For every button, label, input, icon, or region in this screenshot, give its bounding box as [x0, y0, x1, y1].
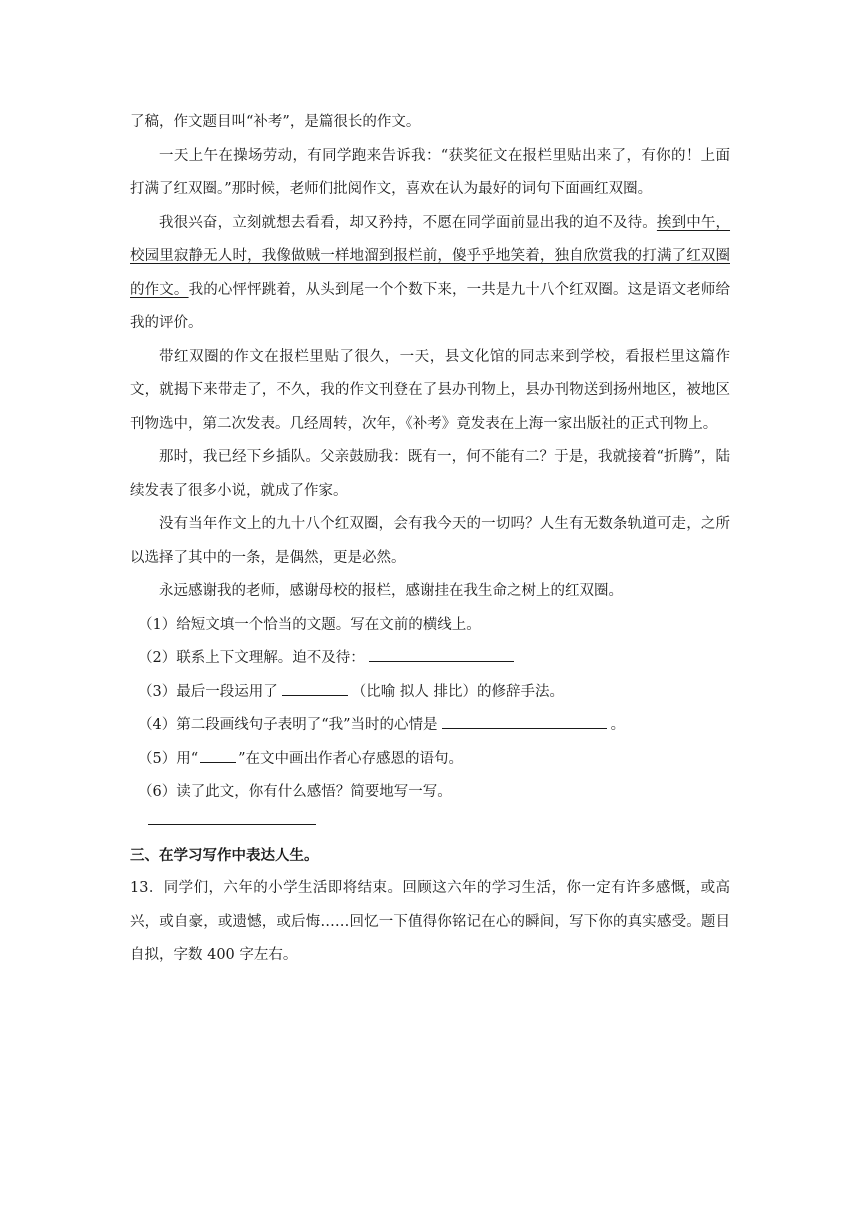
answer-line-6[interactable]	[148, 824, 316, 825]
question-3-options: （比喻 拟人 排比）的修辞手法。	[351, 683, 564, 700]
question-4-text: （4）第二段画线句子表明了“我”当时的心情是	[138, 717, 438, 733]
answer-blank-3[interactable]	[282, 679, 348, 696]
paragraph-0: 了稿，作文题目叫“补考”，是篇很长的作文。	[130, 114, 421, 130]
paragraph-2	[130, 207, 730, 341]
question-2-text: （2）联系上下文理解。迫不及待：	[138, 650, 365, 666]
section-3-title: 三、在学习写作中表达人生。	[130, 846, 319, 864]
paragraph-2-start: 我很兴奋，立刻就想去看看，却又矜持，不愿在同学面前显出我的迫不及待。	[159, 214, 657, 231]
answer-blank-2[interactable]	[369, 645, 514, 662]
question-5-text: （5）用“	[138, 750, 199, 767]
question-6: （6）读了此文，你有什么感悟？简要地写一写。	[138, 784, 452, 800]
writing-task-13: 13．同学们，六年的小学生活即将结束。回顾这六年的学习生活，你一定有许多感慨，或高兴，或自豪，或遗憾，或后悔……回忆一下值得你铭记在心的瞬间，写下你的真实感受。题目自拟，字数 400 字左右。	[130, 880, 730, 963]
question-2	[130, 642, 730, 676]
answer-blank-4[interactable]	[442, 712, 607, 729]
question-3-text: （3）最后一段运用了	[138, 683, 278, 700]
question-5	[130, 743, 730, 777]
question-5-end: ”在文中画出作者心存感恩的语句。	[238, 750, 464, 767]
paragraph-2-end: 我的心怦怦跳着，从头到尾一个个数下来，一共是九十八个红双圈。这是语文老师给我的评价。	[130, 281, 731, 331]
paragraph-3: 带红双圈的作文在报栏里贴了很久，一天，县文化馆的同志来到学校，看报栏里这篇作文，就揭下来带走了，不久，我的作文刊登在了县办刊物上，县办刊物送到扬州地区，被地区刊物选中，第二次发表。几经周转，次年，《补考》竟发表在上海一家出版社的正式刊物上。	[130, 348, 730, 432]
question-4	[130, 709, 730, 743]
question-3	[130, 676, 730, 710]
question-1: （1）给短文填一个恰当的文题。写在文前的横线上。	[138, 616, 481, 633]
paragraph-6: 永远感谢我的老师，感谢母校的报栏，感谢挂在我生命之树上的红双圈。	[159, 583, 623, 599]
document-content	[130, 106, 730, 973]
paragraph-4: 那时，我已经下乡插队。父亲鼓励我：既有一，何不能有二？于是，我就接着“折腾”，陆续发表了很多小说，就成了作家。	[130, 449, 730, 499]
paragraph-1: 一天上午在操场劳动，有同学跑来告诉我：“获奖征文在报栏里贴出来了，有你的！上面打满了红双圈。”那时候，老师们批阅作文，喜欢在认为最好的词句下面画红双圈。	[130, 147, 730, 197]
paragraph-5: 没有当年作文上的九十八个红双圈，会有我今天的一切吗？人生有无数条轨道可走，之所以选择了其中的一条，是偶然，更是必然。	[130, 516, 730, 566]
underlined-sentence: 挨到中午，校园里寂静无人时，我像做贼一样地溜到报栏前，傻乎乎地笑着，独自欣赏我的打满了红双圈的作文。	[130, 214, 731, 298]
underline-mark-sample	[200, 746, 236, 763]
question-4-end: 。	[610, 717, 626, 733]
